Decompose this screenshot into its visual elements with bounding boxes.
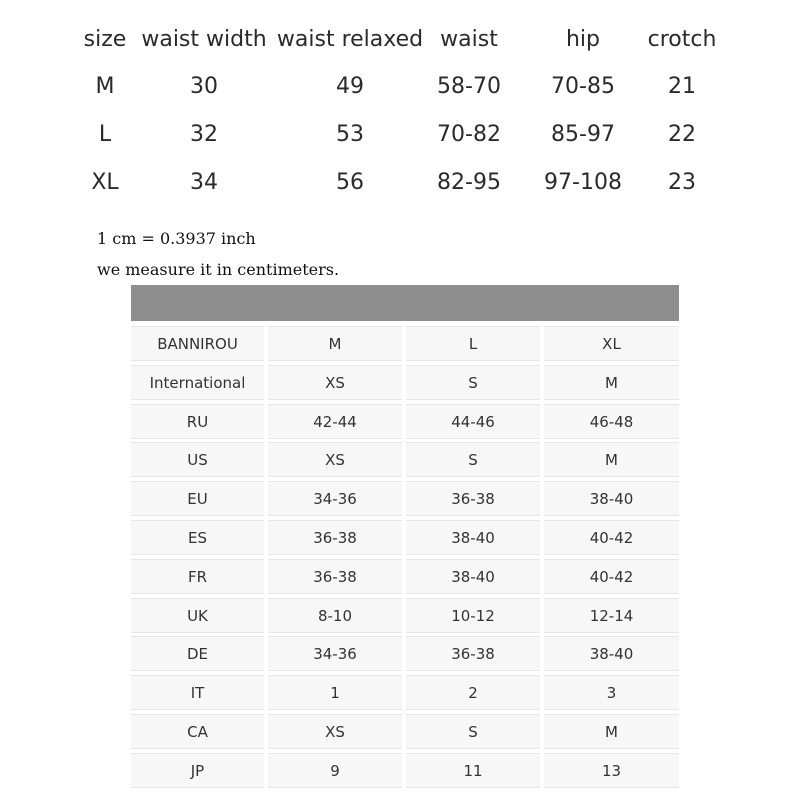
- size-cell: XS: [268, 365, 402, 400]
- size-cell: M: [544, 442, 679, 477]
- size-system-label: CA: [131, 714, 264, 749]
- measurement-header: waist: [440, 27, 498, 52]
- size-cell: 2: [406, 675, 540, 710]
- size-cell: 38-40: [544, 481, 679, 516]
- size-cell: 46-48: [544, 404, 679, 439]
- size-cell: 1: [268, 675, 402, 710]
- measurement-row: [0, 163, 800, 203]
- size-table-row: [131, 636, 679, 671]
- measurement-cell: 70-85: [551, 74, 615, 99]
- size-cell: 40-42: [544, 520, 679, 555]
- size-table-header-bar: [131, 285, 679, 321]
- size-cell: XL: [544, 326, 679, 361]
- measurement-cell: 56: [336, 170, 364, 195]
- size-cell: 44-46: [406, 404, 540, 439]
- size-cell: 40-42: [544, 559, 679, 594]
- size-cell: 36-38: [406, 636, 540, 671]
- size-system-label: IT: [131, 675, 264, 710]
- size-cell: L: [406, 326, 540, 361]
- size-table-row: [131, 442, 679, 477]
- measurement-header: crotch: [647, 27, 717, 52]
- size-cell: S: [406, 442, 540, 477]
- size-system-label: FR: [131, 559, 264, 594]
- measurement-cell: M: [95, 74, 115, 99]
- size-cell: 36-38: [406, 481, 540, 516]
- size-cell: M: [544, 365, 679, 400]
- size-cell: XS: [268, 714, 402, 749]
- size-system-label: UK: [131, 598, 264, 633]
- size-cell: 36-38: [268, 559, 402, 594]
- measurement-header: hip: [565, 27, 601, 52]
- measurement-cell: XL: [91, 170, 119, 195]
- size-cell: 34-36: [268, 481, 402, 516]
- size-cell: 3: [544, 675, 679, 710]
- size-system-label: EU: [131, 481, 264, 516]
- measurement-header: waist relaxed: [276, 27, 424, 52]
- measurement-cell: 53: [336, 122, 364, 147]
- unit-note: we measure it in centimeters.: [97, 260, 340, 279]
- measurement-header: size: [83, 27, 127, 52]
- size-cell: 38-40: [406, 520, 540, 555]
- measurement-cell: 58-70: [437, 74, 501, 99]
- size-system-label: International: [131, 365, 264, 400]
- size-system-label: BANNIROU: [131, 326, 264, 361]
- size-table-row: [131, 520, 679, 555]
- size-system-label: RU: [131, 404, 264, 439]
- measurement-cell: 21: [668, 74, 696, 99]
- size-table-row: [131, 714, 679, 749]
- size-table-row: [131, 559, 679, 594]
- size-system-label: JP: [131, 753, 264, 788]
- size-table-row: [131, 326, 679, 361]
- measurement-cell: 32: [190, 122, 218, 147]
- size-system-label: ES: [131, 520, 264, 555]
- measurement-cell: L: [98, 122, 112, 147]
- measurement-cell: 97-108: [544, 170, 622, 195]
- size-table-row: [131, 404, 679, 439]
- measurement-cell: 70-82: [437, 122, 501, 147]
- measurement-header: waist width: [141, 27, 267, 52]
- measurement-cell: 22: [668, 122, 696, 147]
- size-cell: 13: [544, 753, 679, 788]
- measurement-header-row: [0, 20, 800, 60]
- size-system-label: US: [131, 442, 264, 477]
- size-cell: 10-12: [406, 598, 540, 633]
- size-cell: S: [406, 365, 540, 400]
- measurement-row: [0, 115, 800, 155]
- size-table-row: [131, 365, 679, 400]
- size-cell: 12-14: [544, 598, 679, 633]
- size-cell: 34-36: [268, 636, 402, 671]
- size-cell: 36-38: [268, 520, 402, 555]
- size-cell: M: [544, 714, 679, 749]
- size-cell: 11: [406, 753, 540, 788]
- size-cell: 8-10: [268, 598, 402, 633]
- measurement-cell: 23: [668, 170, 696, 195]
- size-cell: 42-44: [268, 404, 402, 439]
- size-cell: 38-40: [406, 559, 540, 594]
- size-cell: 38-40: [544, 636, 679, 671]
- measurement-cell: 34: [190, 170, 218, 195]
- size-cell: S: [406, 714, 540, 749]
- size-table-row: [131, 481, 679, 516]
- measurement-cell: 49: [336, 74, 364, 99]
- size-conversion-table: [131, 285, 679, 788]
- size-cell: M: [268, 326, 402, 361]
- size-table-row: [131, 675, 679, 710]
- size-cell: 9: [268, 753, 402, 788]
- measurement-row: [0, 67, 800, 107]
- measurement-cell: 30: [190, 74, 218, 99]
- measurement-cell: 82-95: [437, 170, 501, 195]
- size-table-row: [131, 598, 679, 633]
- conversion-note: 1 cm = 0.3937 inch: [97, 229, 256, 248]
- size-system-label: DE: [131, 636, 264, 671]
- size-table-body: [131, 326, 679, 788]
- measurement-cell: 85-97: [551, 122, 615, 147]
- size-table-row: [131, 753, 679, 788]
- size-cell: XS: [268, 442, 402, 477]
